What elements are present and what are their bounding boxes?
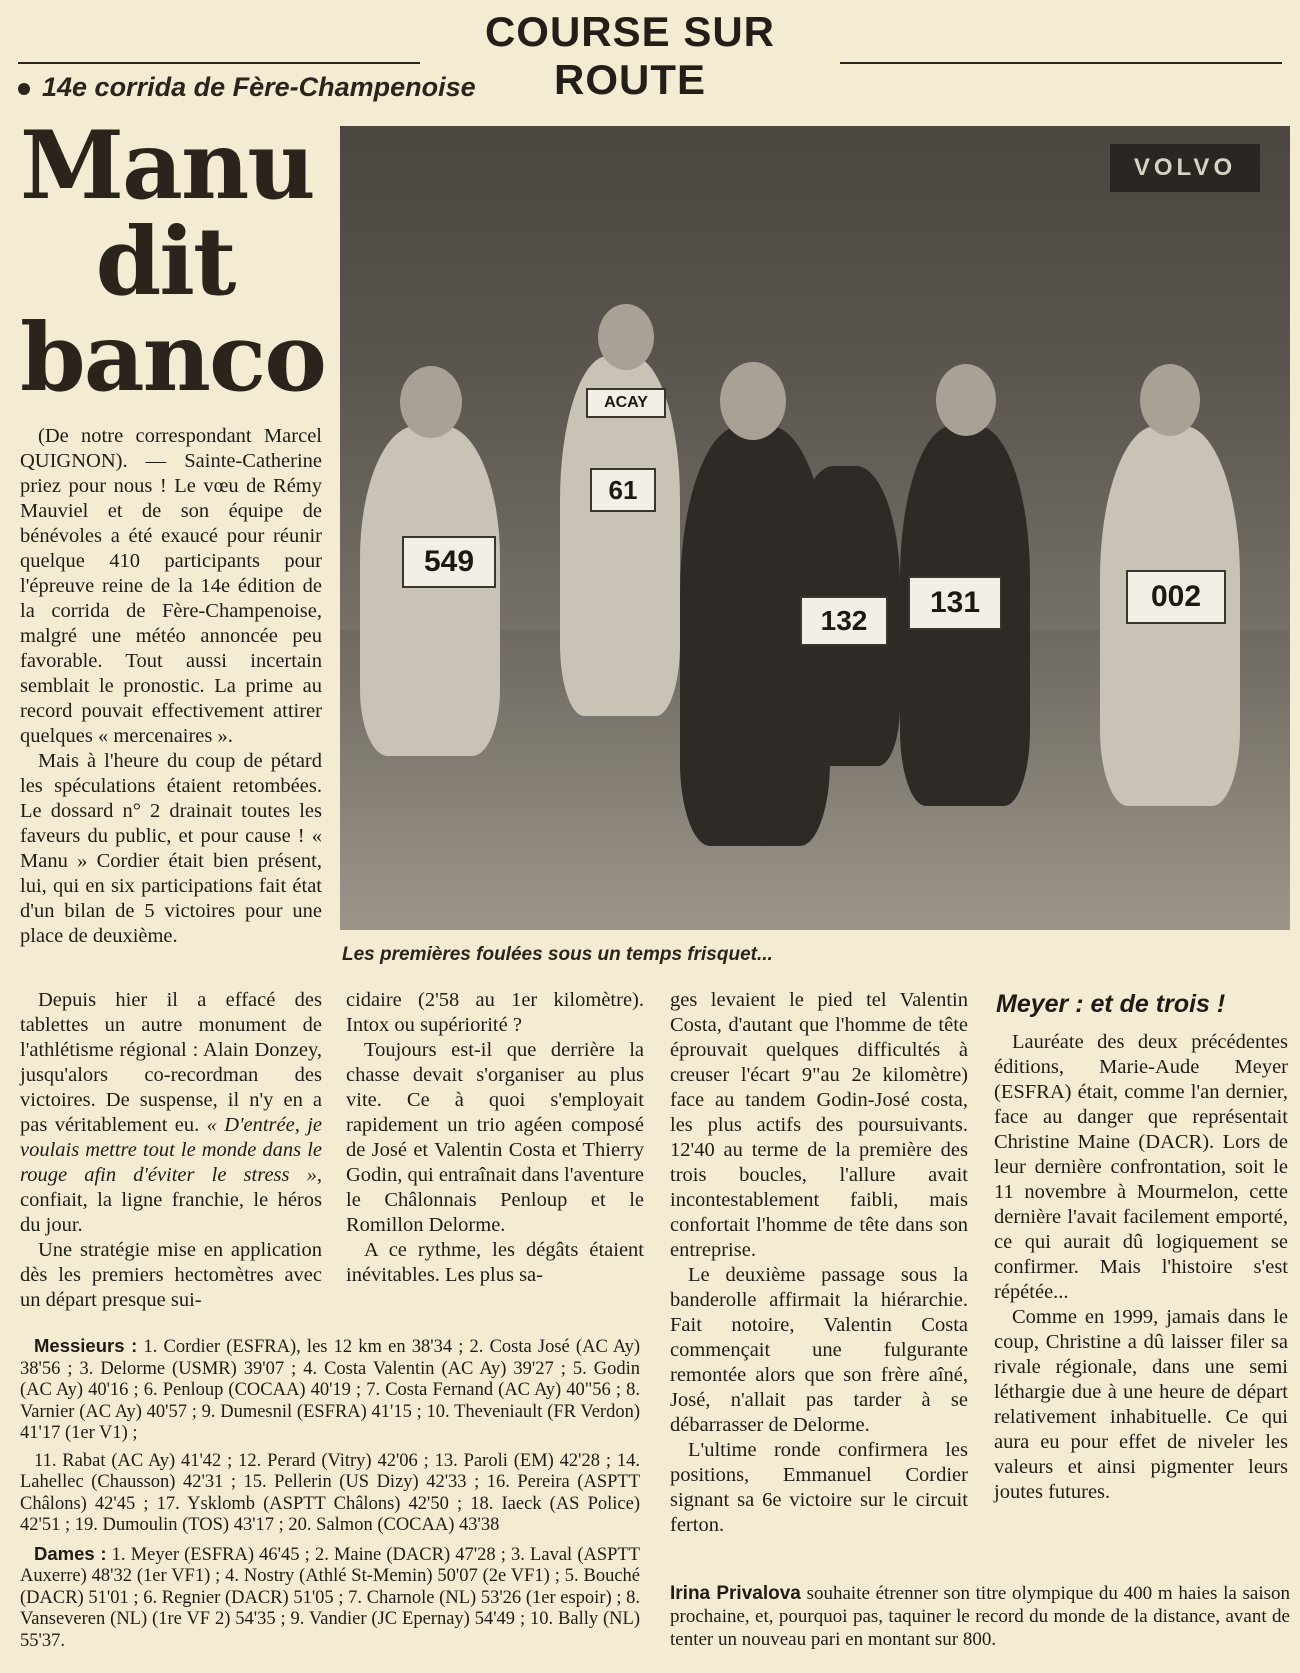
note-text: souhaite étrenner son titre olympique du 400 m haies la saison prochaine, et, pourquoi pas, taquiner le record du monde de la distance, avant de tenter un nouveau pari en montant sur 800.	[670, 1583, 1291, 1650]
bib-002: 002	[1126, 570, 1226, 624]
article-paragraph	[20, 988, 322, 1238]
bib-132: 132	[800, 596, 888, 646]
article-column-1	[20, 424, 322, 949]
runner-figure	[360, 426, 500, 756]
runner-head	[936, 364, 996, 436]
headline	[20, 111, 325, 413]
results-men-label: Messieurs :	[34, 1335, 138, 1356]
results-women-label: Dames :	[34, 1542, 107, 1564]
article-paragraph: (De notre correspondant Marcel QUIGNON). — Sainte-Catherine priez pour nous ! Le vœu de Rémy Mauviel et de son équipe de bénévoles a été exaucé pour réunir quelque 410 participants pour l'épreuve reine de la 14e édition de la corrida de Fère-Champenoise, malgré une météo annoncée peu favorable. Tout aussi incertain semblait le pronostic. La prime au record pouvait effectivement attirer quelques « mercenaires ».	[20, 425, 322, 747]
article-column-3	[670, 988, 968, 1538]
article-paragraph: Le deuxième passage sous la banderolle affirmait la hiérarchie. Fait notoire, Valentin Costa commençait une fulgurante remontée alors que son frère aîné, José, n'allait pas tarder à se débarrasser de Delorme.	[670, 1264, 968, 1436]
sidebar-paragraph: Lauréate des deux précédentes éditions, Marie-Aude Meyer (ESFRA) était, comme l'an dernier, face au danger que représentait Christine Maine (DACR). Lors de leur dernière confrontation, soit le 11 novembre à Mourmelon, cette dernière l'avait facilement emporté, ce qui aurait dû logiquement se confirmer. Mais l'histoire s'est répétée...	[994, 1031, 1288, 1303]
article-paragraph: Une stratégie mise en application dès les premiers hectomètres avec un départ presque sui-	[20, 1239, 322, 1311]
runner-head	[598, 304, 654, 370]
paragraph-text: , confiait, la ligne franchie, le héros du jour.	[20, 1164, 322, 1236]
article-paragraph: ges levaient le pied tel Valentin Costa, d'autant que l'homme de tête éprouvait quelques difficultés à creuser l'écart 9"au 2e kilomètre) face au tandem Godin-José costa, les plus actifs des poursuivants. 12'40 au terme de la première des trois boucles, l'allure avait incontestablement faibli, mais confortait l'homme de tête dans son entreprise.	[670, 989, 968, 1261]
brief-note	[670, 1582, 1290, 1651]
runner-head	[400, 366, 462, 438]
article-paragraph: Toujours est-il que derrière la chasse devait s'organiser au plus vite. Ce à quoi s'employait rapidement un trio agéen composé de José et Valentin Costa et Thierry Godin, qui entraînait dans l'aventure le Châlonnais Penloup et le Romillon Delorme.	[346, 1039, 645, 1236]
bib-549: 549	[402, 536, 496, 588]
race-results	[20, 1335, 640, 1658]
article-paragraph: L'ultime ronde confirmera les positions, Emmanuel Cordier signant sa 6e victoire sur le circuit ferton.	[670, 1439, 968, 1536]
photo-truck-sign: VOLVO	[1110, 144, 1260, 192]
runner-head	[720, 362, 786, 440]
article-paragraph: cidaire (2'58 au 1er kilomètre). Intox ou supériorité ?	[346, 989, 644, 1036]
article-column-2	[346, 988, 644, 1288]
paragraph-text: Depuis hier il a effacé des tablettes un autre monument de l'athlétisme régional : Alain Donzey, jusqu'alors co-recordman des victoires. De suspense, il n'y en a pas véritablement eu.	[20, 989, 322, 1136]
photo-caption: Les premières foulées sous un temps frisquet...	[342, 944, 773, 965]
article-column-1-continued	[20, 988, 322, 1313]
article-paragraph: Mais à l'heure du coup de pétard les spéculations étaient retombées. Le dossard n° 2 drainait toutes les faveurs du public, et pour cause ! « Manu » Cordier était bien présent, lui, qui en six participations fait état d'un bilan de 5 victoires pour une place de deuxième.	[20, 750, 322, 947]
section-title: COURSE SUR ROUTE	[420, 8, 840, 104]
kicker-text: 14e corrida de Fère-Champenoise	[42, 72, 476, 102]
race-photo	[340, 126, 1290, 930]
headline-line-1: Manu	[20, 111, 314, 221]
results-men-continued: 11. Rabat (AC Ay) 41'42 ; 12. Perard (Vitry) 42'06 ; 13. Paroli (EM) 42'28 ; 14. Lahellec (Chausson) 42'31 ; 15. Pellerin (US Dizy) 42'33 ; 16. Pereira (ASPTT Châlons) 42'45 ; 17. Ysklomb (ASPTT Châlons) 42'50 ; 18. Iaeck (AS Police) 42'51 ; 19. Dumoulin (TOS) 43'17 ; 20. Salmon (COCAA) 43'38	[20, 1450, 640, 1535]
runner-head	[1140, 364, 1200, 436]
results-women	[20, 1543, 640, 1653]
bib-61: 61	[590, 468, 656, 512]
sidebar-column	[994, 1030, 1288, 1505]
sidebar-paragraph: Comme en 1999, jamais dans le coup, Christine a dû laisser filer sa rivale régionale, dans une semi léthargie due à une heure de départ relativement inhabituelle. Ce qui aura eu pour effet de niveler les valeurs et ainsi pigmenter leurs joutes futures.	[994, 1306, 1288, 1503]
headline-line-2: dit	[95, 207, 235, 317]
bib-131: 131	[908, 576, 1002, 630]
quote: « D'entrée, je voulais mettre tout le monde dans le rouge afin d'éviter le stress »	[20, 1114, 322, 1186]
bib-club: ACAY	[586, 388, 666, 418]
results-men	[20, 1335, 640, 1445]
note-name: Irina Privalova	[670, 1583, 801, 1604]
sidebar-title: Meyer : et de trois !	[996, 990, 1226, 1018]
article-kicker	[18, 72, 476, 103]
headline-line-3: banco	[20, 303, 325, 413]
article-paragraph: A ce rythme, les dégâts étaient inévitables. Les plus sa-	[346, 1239, 644, 1286]
bullet-icon	[18, 83, 30, 95]
results-men-text: 1. Cordier (ESFRA), les 12 km en 38'34 ; 2. Costa José (AC Ay) 38'56 ; 3. Delorme (USMR) 39'07 ; 4. Costa Valentin (AC Ay) 39'27 ; 5. Godin (AC Ay) 40'16 ; 6. Penloup (COCAA) 40'19 ; 7. Costa Fernand (AC Ay) 40"56 ; 8. Varnier (AC Ay) 40'57 ; 9. Dumesnil (ESFRA) 41'15 ; 10. Theveniault (FR Verdon) 41'17 (1er V1) ;	[20, 1337, 641, 1443]
results-women-text: 1. Meyer (ESFRA) 46'45 ; 2. Maine (DACR) 47'28 ; 3. Laval (ASPTT Auxerre) 48'32 (1er VF1) ; 4. Nostry (Athlé St-Memin) 50'07 (2e VF1) ; 5. Bouché (DACR) 51'01 ; 6. Regnier (DACR) 51'05 ; 7. Charnole (NL) 53'26 (1er espoir) ; 8. Vanseveren (NL) (1re VF 2) 54'35 ; 9. Vandier (JC Epernay) 54'49 ; 10. Bally (NL) 55'37.	[20, 1544, 641, 1651]
